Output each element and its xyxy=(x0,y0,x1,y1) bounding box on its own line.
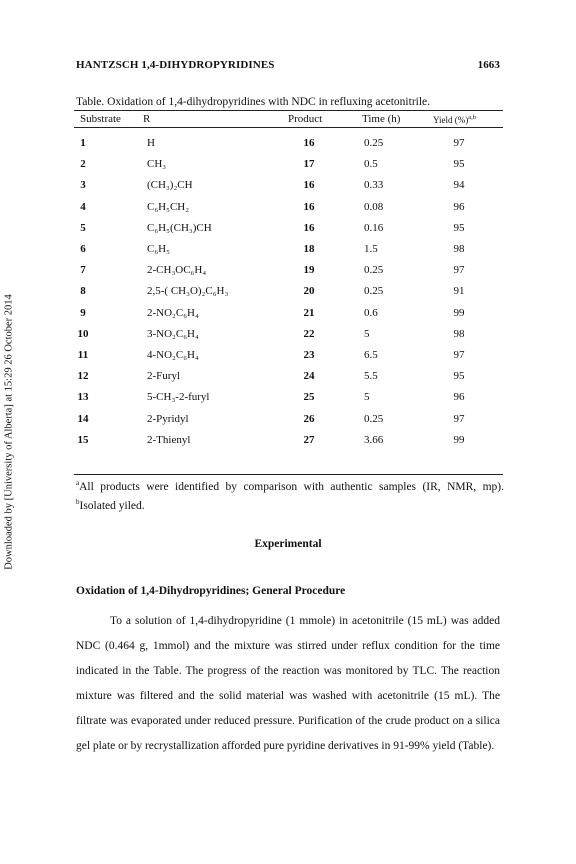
cell-time: 0.25 xyxy=(364,412,384,425)
table-row xyxy=(0,201,576,222)
table-row xyxy=(0,413,576,434)
cell-yield: 99 xyxy=(453,306,465,319)
cell-r: 4-NO₂C₆H₄ xyxy=(147,349,199,361)
table-row xyxy=(0,328,576,349)
table-row xyxy=(0,158,576,179)
cell-time: 0.08 xyxy=(364,200,384,213)
cell-product: 27 xyxy=(303,433,315,446)
cell-product: 20 xyxy=(303,285,315,298)
table-top-rule xyxy=(74,110,503,111)
footnote-mark-b: b xyxy=(76,497,80,506)
cell-product: 17 xyxy=(303,158,315,171)
cell-r: H xyxy=(147,137,155,149)
cell-product: 23 xyxy=(303,349,315,361)
table-row xyxy=(0,349,576,370)
header-yield-marks: a,b xyxy=(468,114,477,121)
table-bottom-rule xyxy=(74,474,503,475)
cell-product: 16 xyxy=(303,221,315,234)
cell-product: 24 xyxy=(303,370,315,383)
cell-yield: 96 xyxy=(453,200,465,213)
procedure-paragraph xyxy=(76,609,500,759)
table-row xyxy=(0,307,576,328)
cell-substrate: 12 xyxy=(77,370,89,383)
table-row xyxy=(0,179,576,200)
header-product: Product xyxy=(288,113,323,125)
cell-yield: 97 xyxy=(453,137,465,149)
table-header-rule xyxy=(74,127,503,128)
cell-product: 26 xyxy=(303,412,315,425)
cell-time: 0.6 xyxy=(364,306,378,319)
cell-time: 0.33 xyxy=(364,179,384,192)
cell-yield: 97 xyxy=(453,264,465,277)
table-row xyxy=(0,434,576,455)
page-number: 1663 xyxy=(477,59,500,71)
cell-time: 3.66 xyxy=(364,433,384,446)
header-substrate: Substrate xyxy=(80,113,121,125)
cell-yield: 95 xyxy=(453,370,465,383)
cell-product: 21 xyxy=(303,306,315,319)
cell-substrate: 9 xyxy=(80,306,86,319)
cell-r: C₆H₅ xyxy=(147,243,170,255)
footnote-a-text: All products were identified by comparison with authentic samples (IR, NMR, mp). xyxy=(79,480,504,493)
cell-substrate: 13 xyxy=(77,391,89,404)
cell-yield: 94 xyxy=(453,179,465,192)
cell-product: 25 xyxy=(303,391,315,404)
header-time: Time (h) xyxy=(362,113,401,125)
table-row xyxy=(0,137,576,158)
download-watermark-text: Downloaded by [University of Alberta] at 15:29 26 October 2014 xyxy=(3,294,15,570)
cell-substrate: 8 xyxy=(80,285,86,298)
cell-product: 16 xyxy=(303,137,315,149)
cell-yield: 91 xyxy=(453,285,465,298)
cell-yield: 98 xyxy=(453,243,465,255)
footnote-mark-a: a xyxy=(76,479,80,487)
cell-yield: 98 xyxy=(453,327,465,340)
table-row xyxy=(0,222,576,243)
cell-product: 16 xyxy=(303,200,315,213)
cell-yield: 97 xyxy=(453,412,465,425)
cell-r: 5-CH₃-2-furyl xyxy=(147,391,210,404)
cell-product: 16 xyxy=(303,179,315,192)
cell-substrate: 6 xyxy=(80,243,86,255)
cell-time: 0.25 xyxy=(364,285,384,298)
table-row xyxy=(0,370,576,391)
cell-time: 1.5 xyxy=(364,243,378,255)
cell-substrate: 1 xyxy=(80,137,86,149)
cell-substrate: 3 xyxy=(80,179,86,192)
cell-time: 0.25 xyxy=(364,137,384,149)
cell-yield: 96 xyxy=(453,391,465,404)
cell-substrate: 10 xyxy=(77,327,89,340)
header-yield xyxy=(433,114,476,125)
cell-r: 2-CH₃OC₆H₄ xyxy=(147,264,207,277)
cell-yield: 95 xyxy=(453,221,465,234)
experimental-heading: Experimental xyxy=(254,538,322,550)
cell-product: 19 xyxy=(303,264,315,277)
running-head-title: HANTZSCH 1,4-DIHYDROPYRIDINES xyxy=(76,59,275,71)
cell-yield: 97 xyxy=(453,349,465,361)
cell-r: 2-Furyl xyxy=(147,370,180,383)
cell-substrate: 14 xyxy=(77,412,89,425)
table-row xyxy=(0,264,576,285)
table-footnote xyxy=(76,476,504,514)
running-head xyxy=(76,59,500,71)
cell-time: 0.5 xyxy=(364,158,378,171)
cell-time: 6.5 xyxy=(364,349,378,361)
footnote-b-text: Isolated yiled. xyxy=(79,499,145,512)
procedure-heading: Oxidation of 1,4-Dihydropyridines; General Procedure xyxy=(76,585,346,597)
cell-substrate: 2 xyxy=(80,158,86,171)
cell-r: C₆H₅(CH₃)CH xyxy=(147,221,212,234)
cell-time: 5.5 xyxy=(364,370,378,383)
header-yield-label: Yield (%) xyxy=(433,115,469,125)
cell-substrate: 11 xyxy=(77,349,89,361)
cell-time: 0.16 xyxy=(364,221,384,234)
cell-r: C₆H₅CH₂ xyxy=(147,200,190,213)
cell-r: 3-NO₂C₆H₄ xyxy=(147,327,199,340)
cell-r: 2,5-( CH₃O)₂C₆H₃ xyxy=(147,285,229,298)
cell-r: 2-Thienyl xyxy=(147,433,191,446)
header-r: R xyxy=(143,113,151,125)
cell-substrate: 7 xyxy=(80,264,86,277)
cell-r: CH₃ xyxy=(147,158,167,171)
cell-substrate: 4 xyxy=(80,200,86,213)
table-row xyxy=(0,285,576,306)
cell-r: 2-Pyridyl xyxy=(147,412,189,425)
cell-yield: 99 xyxy=(453,433,465,446)
cell-time: 0.25 xyxy=(364,264,384,277)
cell-yield: 95 xyxy=(453,158,465,171)
cell-r: 2-NO₂C₆H₄ xyxy=(147,306,199,319)
cell-product: 22 xyxy=(303,327,315,340)
cell-product: 18 xyxy=(303,243,315,255)
cell-substrate: 15 xyxy=(77,433,89,446)
procedure-paragraph-text: To a solution of 1,4-dihydropyridine (1 mmole) in acetonitrile (15 mL) was added NDC (0.464 g, 1mmol) and the mixture was stirred under reflux condition for the time indicated in the Table. The progress of the reaction was monitored by TLC. The reaction mixture was filtered and the solid material was washed with acetonitrile (15 mL). The filtrate was evaporated under reduced pressure. Purification of the crude product on a silica gel plate or by recrystallization afforded pure pyridine derivatives in 91-99% yield (Table). xyxy=(76,615,500,752)
table-row xyxy=(0,391,576,412)
cell-substrate: 5 xyxy=(80,221,86,234)
cell-r: (CH₃)₂CH xyxy=(147,179,193,192)
cell-time: 5 xyxy=(364,327,370,340)
cell-time: 5 xyxy=(364,391,370,404)
table-caption: Table. Oxidation of 1,4-dihydropyridines with NDC in refluxing acetonitrile. xyxy=(76,96,431,108)
table-row xyxy=(0,243,576,264)
